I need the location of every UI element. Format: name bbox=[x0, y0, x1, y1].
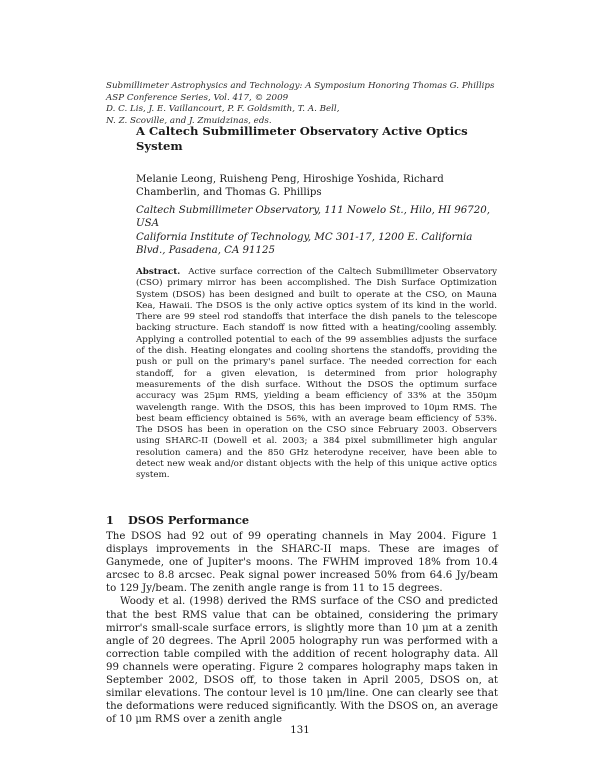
page-number: 131 bbox=[290, 725, 310, 736]
paragraph: Woody et al. (1998) derived the RMS surface of the CSO and predicted that the best RMS value that can be obtained, considering the primary mirror's small-scale surface errors, is slightly more than 10 μm at a zenith angle of 20 degrees. The April 2005 holography run was performed with a correction table compiled with the addition of recent holography data. All 99 channels were operating. Figure 2 compares holography maps taken in September 2002, DSOS off, to those taken in April 2005, DSOS on, at similar elevations. The contour level is 10 μm/line. One can clearly see that the deformations were reduced significantly. With the DSOS on, an average of 10 μm RMS over a zenith angle bbox=[106, 596, 498, 726]
header-line: D. C. Lis, J. E. Vaillancourt, P. F. Goldsmith, T. A. Bell, bbox=[106, 104, 340, 115]
abstract bbox=[136, 267, 497, 482]
paper-title: A Caltech Submillimeter Observatory Active Optics System bbox=[136, 124, 468, 153]
header-line: Submillimeter Astrophysics and Technology: A Symposium Honoring Thomas G. Phillips bbox=[106, 81, 495, 91]
author-list: Melanie Leong, Ruisheng Peng, Hiroshige Yoshida, Richard Chamberlin, and Thomas G. Phillips bbox=[136, 174, 444, 199]
section-number: 1 bbox=[106, 513, 114, 527]
body-text bbox=[106, 530, 498, 726]
conference-header bbox=[106, 81, 506, 127]
paragraph: The DSOS had 92 out of 99 operating channels in May 2004. Figure 1 displays improvements in the SHARC-II maps. These are images of Ganymede, one of Jupiter's moons. The FWHM improved 18% from 10.4 arcsec to 8.8 arcsec. Peak signal power increased 50% from 64.6 Jy/beam to 129 Jy/beam. The zenith angle range is from 11 to 15 degrees. bbox=[106, 531, 498, 595]
abstract-text: Active surface correction of the Caltech Submillimeter Observatory (CSO) primary mirror has been accomplished. The Dish Surface Optimization System (DSOS) has been designed and built to operate at the CSO, on Mauna Kea, Hawaii. The DSOS is the only active optics system of its kind in the world. There are 99 steel rod standoffs that interface the dish panels to the telescope backing structure. Each standoff is now fitted with a heating/cooling assembly. Applying a controlled potential to each of the 99 assemblies adjusts the surface of the dish. Heating elongates and cooling shortens the standoffs, providing the push or pull on the primary's panel surface. The needed correction for each standoff, for a given elevation, is determined from prior holography measurements of the dish surface. Without the DSOS the optimum surface accuracy was 25μm RMS, yielding a beam efficiency of 33% at the 350μm wavelength range. With the DSOS, this has been improved to 10μm RMS. The best beam efficiency obtained is 56%, with an average beam efficiency of 53%. The DSOS has been in operation on the CSO since February 2003. Observers using SHARC-II (Dowell et al. 2003; a 384 pixel submillimeter high angular resolution camera) and the 850 GHz heterodyne receiver, have been able to detect new weak and/or distant objects with the help of this unique active optics system. bbox=[136, 267, 497, 481]
section-title: DSOS Performance bbox=[128, 513, 250, 527]
header-line: ASP Conference Series, Vol. 417, © 2009 bbox=[106, 92, 289, 103]
affiliation-2: California Institute of Technology, MC 301-17, 1200 E. California Blvd., Pasadena, CA 91125 bbox=[136, 232, 473, 257]
abstract-label: Abstract. bbox=[136, 267, 181, 277]
header-line: N. Z. Scoville, and J. Zmuidzinas, eds. bbox=[106, 115, 272, 126]
section-heading bbox=[106, 513, 498, 527]
affiliation-1: Caltech Submillimeter Observatory, 111 Nowelo St., Hilo, HI 96720, USA bbox=[136, 205, 490, 230]
